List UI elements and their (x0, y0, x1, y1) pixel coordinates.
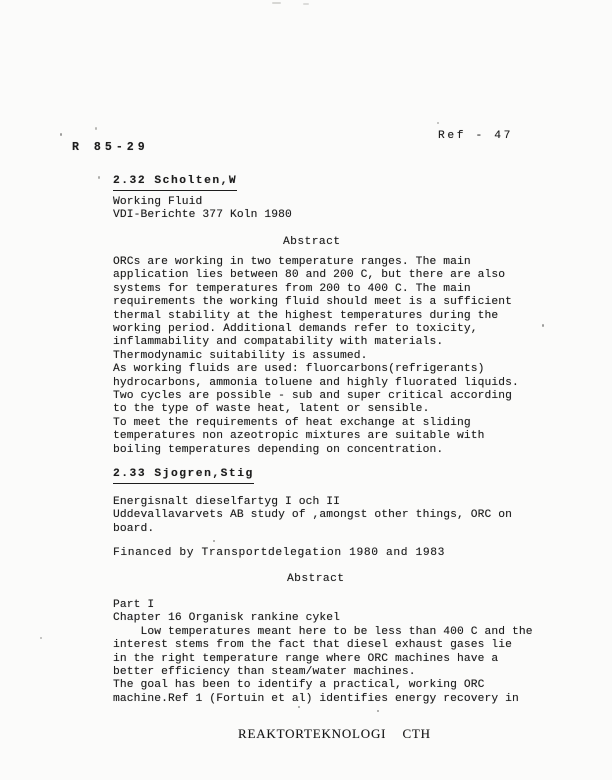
text-line: better efficiency than steam/water machines. (113, 666, 416, 679)
report-number: R 85-29 (72, 141, 149, 154)
text-line: Working Fluid (113, 196, 203, 208)
text-line: Two cycles are possible - sub and super critical according (113, 390, 512, 403)
section-heading-2-33: 2.33 Sjogren,Stig (113, 468, 254, 484)
text-line: ORCs are working in two temperature ranges. The main (113, 256, 471, 268)
text-line: thermal stability at the highest temperatures during the (113, 309, 499, 322)
scan-speck (298, 706, 300, 708)
text-line: in the right temperature range where ORC machines have a (113, 652, 499, 665)
text-line: Chapter 16 Organisk rankine cykel (113, 612, 341, 625)
text-line: interest stems from the fact that diesel exhaust gases lie (113, 639, 512, 652)
abstract-body-2 (113, 599, 533, 706)
text-line: The goal has been to identify a practical, working ORC (113, 679, 485, 692)
scan-speck (98, 176, 100, 179)
scan-speck (40, 637, 42, 639)
scan-speck (542, 324, 544, 327)
text-line: Thermodynamic suitability is assumed. (113, 349, 368, 362)
text-line: application lies between 80 and 200 C, but there are also (113, 269, 506, 282)
footer-institution: REAKTORTEKNOLOGI CTH (238, 726, 431, 741)
text-line: inflammability and compatability with materials. (113, 336, 444, 349)
text-line: Uddevallavarvets AB study of ,amongst other things, ORC on (113, 509, 512, 522)
section-2-33-citation (113, 496, 512, 536)
text-line: boiling temperatures depending on concentration. (113, 443, 444, 456)
scan-speck (377, 710, 379, 712)
text-line: temperatures non azeotropic mixtures are suitable with (113, 430, 485, 443)
scan-speck (437, 122, 439, 124)
scan-speck (303, 3, 309, 5)
text-line: to the type of waste heat, latent or sensible. (113, 403, 430, 416)
text-line: board. (113, 522, 155, 535)
text-line: requirements the working fluid should meet is a sufficient (113, 296, 512, 309)
scan-speck (95, 127, 97, 130)
scan-speck (272, 2, 281, 4)
text-line: systems for temperatures from 200 to 400 C. The main (113, 282, 471, 295)
text-line: VDI-Berichte 377 Koln 1980 (113, 209, 292, 222)
abstract-label-2: Abstract (287, 573, 345, 585)
text-line: To meet the requirements of heat exchange at sliding (113, 416, 471, 429)
text-line: working period. Additional demands refer to toxicity, (113, 323, 478, 336)
abstract-body-1 (113, 256, 519, 457)
text-line: Part I (113, 599, 155, 611)
text-line: hydrocarbons, ammonia toluene and highly fluorated liquids. (113, 376, 519, 389)
text-line: machine.Ref 1 (Fortuin et al) identifies energy recovery in (113, 692, 519, 705)
text-line: As working fluids are used: fluorcarbons(refrigerants) (113, 363, 485, 376)
section-heading-2-32: 2.32 Scholten,W (113, 175, 237, 191)
financing-note: Financed by Transportdelegation 1980 and 1983 (113, 547, 446, 559)
section-2-32-citation (113, 196, 292, 223)
text-line: Low temperatures meant here to be less than 400 C and the (113, 625, 533, 638)
text-line: Energisnalt dieselfartyg I och II (113, 496, 341, 508)
scan-speck (213, 540, 215, 542)
abstract-label-1: Abstract (283, 236, 341, 248)
reference-number: Ref - 47 (438, 130, 514, 142)
scan-speck (60, 133, 62, 136)
